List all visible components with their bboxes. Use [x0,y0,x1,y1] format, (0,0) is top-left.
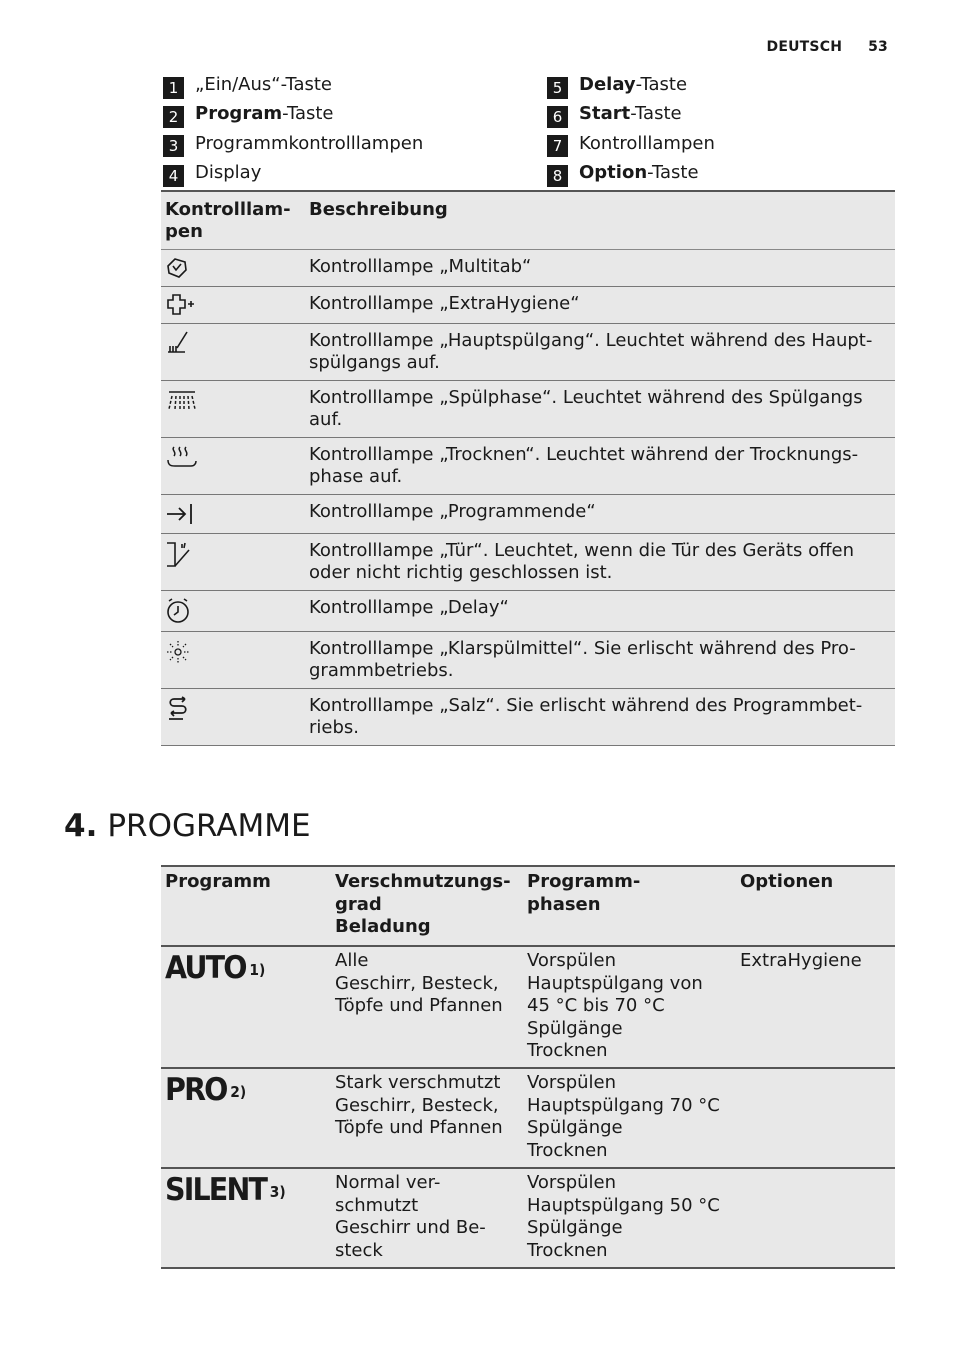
legend-item: 5 Delay -Taste [547,70,715,99]
legend-number: 1 [163,77,184,99]
legend-item [163,129,423,158]
extrahygiene-icon [165,293,195,317]
table-header-row [161,866,895,946]
header-soil-level: Verschmutzungs- grad Beladung [331,866,523,946]
legend-item: 2 Program -Taste [163,99,423,128]
soil-cell: Alle Geschirr, Besteck, Töpfe und Pfannen [331,946,523,1068]
indicator-description: Kontrolllampe „Klarspülmittel“. Sie erlischt während des Pro- grammbetriebs. [305,632,895,689]
page-header [767,39,888,55]
table-row [161,689,895,746]
table-row [161,438,895,495]
table-row [161,381,895,438]
delay-icon [165,597,193,625]
legend-label: -Taste [630,103,682,125]
legend-item: 8 Option -Taste [547,158,715,187]
indicator-description: Kontrolllampe „ExtraHygiene“ [305,287,895,324]
rinse-icon [165,387,199,413]
legend-number: 4 [163,165,184,187]
indicator-table [161,190,895,746]
table-row [161,250,895,287]
table-row [161,495,895,534]
soil-cell: Normal ver- schmutzt Geschirr und Be- steck [331,1168,523,1268]
legend-label: -Taste [635,74,688,96]
header-program: Programm [161,866,331,946]
door-icon [165,540,195,568]
phases-cell: Vorspülen Hauptspülgang 70 °C Spülgänge Trocknen [523,1068,736,1168]
indicator-description: Kontrolllampe „Salz“. Sie erlischt während des Programmbet- riebs. [305,689,895,746]
legend-item [163,70,423,99]
legend-number: 3 [163,135,184,157]
legend-number: 7 [547,135,568,157]
program-auto-label: AUTO $^{1)}$ [165,950,266,986]
drying-icon [165,444,199,470]
program-pro-label: PRO $^{2)}$ [165,1072,247,1108]
legend-item: 6 Start -Taste [547,99,715,128]
legend-label: Display [195,162,262,184]
legend-label: „Ein/Aus“-Taste [195,74,332,96]
program-name-cell [161,1068,331,1168]
options-cell [736,1068,895,1168]
indicator-description: Kontrolllampe „Programmende“ [305,495,895,534]
salt-icon [165,695,193,723]
header-indicator: Kontrolllam- pen [161,191,305,250]
legend-number: 5 [547,77,568,99]
table-row [161,287,895,324]
main-wash-icon [165,330,191,356]
section-title: PROGRAMME [107,808,311,844]
footnote-ref: 2) [230,1083,247,1101]
header-language: DEUTSCH [766,39,843,55]
multitab-icon [165,256,189,280]
header-options: Optionen [736,866,895,946]
table-row [161,632,895,689]
table-row [161,591,895,632]
program-name-cell [161,946,331,1068]
footnote-ref: 3) [269,1183,286,1201]
table-row [161,1168,895,1268]
program-end-icon [165,501,195,527]
page-number: 53 [868,39,888,55]
legend-number: 6 [547,106,568,128]
header-program-phases: Programm- phasen [523,866,736,946]
program-silent-label: SILENT $^{3)}$ [165,1172,286,1208]
legend-item [547,129,715,158]
rinse-aid-icon [165,638,193,666]
indicator-description: Kontrolllampe „Trocknen“. Leuchtet während der Trocknungs- phase auf. [305,438,895,495]
table-row [161,1068,895,1168]
indicator-description: Kontrolllampe „Delay“ [305,591,895,632]
phases-cell: Vorspülen Hauptspülgang 50 °C Spülgänge Trocknen [523,1168,736,1268]
program-name-cell [161,1168,331,1268]
indicator-description: Kontrolllampe „Spülphase“. Leuchtet während des Spülgangs auf. [305,381,895,438]
program-table [161,865,895,1269]
header-description: Beschreibung [305,191,895,250]
footnote-ref: 1) [249,961,266,979]
options-cell [736,1168,895,1268]
legend-label: -Taste [647,162,699,184]
table-header-row [161,191,895,250]
table-row [161,324,895,381]
table-row [161,946,895,1068]
legend-label: Programmkontrolllampen [195,132,424,154]
legend-item [163,158,423,187]
indicator-description: Kontrolllampe „Tür“. Leuchtet, wenn die Tür des Geräts offen oder nicht richtig geschlossen ist. [305,534,895,591]
legend-number: 2 [163,106,184,128]
indicator-description: Kontrolllampe „Hauptspülgang“. Leuchtet während des Haupt- spülgangs auf. [305,324,895,381]
section-number: 4. [64,808,98,844]
legend-label: -Taste [282,103,334,125]
indicator-description: Kontrolllampe „Multitab“ [305,250,895,287]
legend-number: 8 [547,165,568,187]
legend-label: Kontrolllampen [579,132,715,154]
table-row [161,534,895,591]
phases-cell: Vorspülen Hauptspülgang von 45 °C bis 70 °C Spülgänge Trocknen [523,946,736,1068]
section-heading [64,806,311,846]
soil-cell: Stark verschmutzt Geschirr, Besteck, Töpfe und Pfannen [331,1068,523,1168]
options-cell: ExtraHygiene [736,946,895,1068]
